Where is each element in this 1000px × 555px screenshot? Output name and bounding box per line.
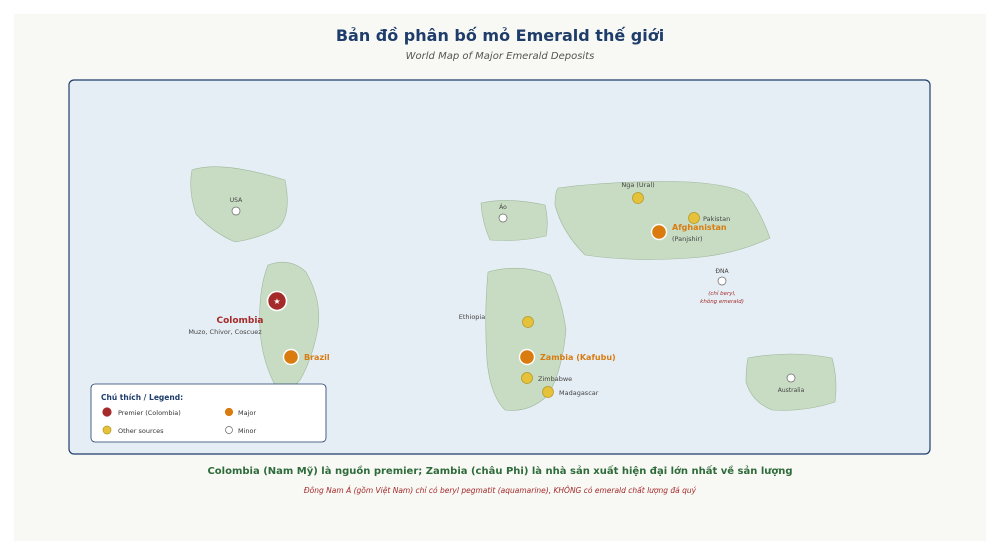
footnote-secondary: Đông Nam Á (gồm Việt Nam) chỉ có beryl pegmatit (aquamarine), KHÔNG có emerald chất lượng đá quý: [303, 486, 697, 495]
label-afghanistan-sub: (Panjshir): [672, 235, 703, 243]
legend-other-label: Other sources: [118, 427, 164, 435]
label-southeast-asia-note2: không emerald): [700, 299, 744, 305]
label-colombia-sub: Muzo, Chivor, Coscuez: [188, 328, 262, 336]
legend-other-swatch: [103, 426, 111, 434]
label-southeast-asia: ĐNA: [715, 268, 729, 275]
marker-pakistan[interactable]: [689, 213, 700, 224]
landmass-asia: [555, 182, 770, 260]
legend-premier-label: Premier (Colombia): [118, 409, 181, 417]
label-southeast-asia-note1: (chỉ beryl,: [708, 291, 736, 297]
marker-usa[interactable]: [232, 207, 240, 215]
legend-minor-label: Minor: [238, 427, 257, 435]
label-austria: Áo: [499, 204, 507, 211]
page-subtitle: World Map of Major Emerald Deposits: [405, 51, 595, 62]
marker-zimbabwe[interactable]: [522, 373, 533, 384]
marker-madagascar[interactable]: [543, 387, 554, 398]
marker-brazil[interactable]: [284, 350, 299, 365]
marker-southeast-asia[interactable]: [718, 277, 726, 285]
marker-australia[interactable]: [787, 374, 795, 382]
legend-title: Chú thích / Legend:: [101, 393, 184, 402]
label-usa: USA: [229, 197, 243, 204]
legend: [91, 384, 326, 442]
label-zimbabwe: Zimbabwe: [538, 375, 573, 383]
label-brazil: Brazil: [304, 353, 330, 362]
marker-ethiopia[interactable]: [523, 317, 534, 328]
footnote-primary: Colombia (Nam Mỹ) là nguồn premier; Zambia (châu Phi) là nhà sản xuất hiện đại lớn nhất về sản lượng: [207, 466, 793, 477]
marker-russia[interactable]: [633, 193, 644, 204]
label-colombia: Colombia: [216, 316, 264, 326]
label-australia: Australia: [777, 387, 805, 394]
label-afghanistan: Afghanistan: [672, 223, 727, 232]
marker-austria[interactable]: [499, 214, 507, 222]
legend-minor-swatch: [226, 427, 233, 434]
star-icon: ★: [273, 297, 281, 306]
legend-major-label: Major: [238, 409, 257, 417]
legend-major-swatch: [225, 408, 234, 417]
label-ethiopia: Ethiopia: [458, 313, 486, 321]
label-pakistan: Pakistan: [703, 215, 731, 223]
label-madagascar: Madagascar: [559, 389, 599, 397]
marker-afghanistan[interactable]: [652, 225, 667, 240]
label-russia: Nga (Ural): [621, 181, 655, 189]
marker-zambia[interactable]: [520, 350, 535, 365]
legend-premier-swatch: [102, 407, 112, 417]
landmass-europe: [481, 200, 547, 240]
page-title: Bản đồ phân bố mỏ Emerald thế giới: [335, 26, 665, 45]
label-zambia: Zambia (Kafubu): [540, 353, 616, 362]
